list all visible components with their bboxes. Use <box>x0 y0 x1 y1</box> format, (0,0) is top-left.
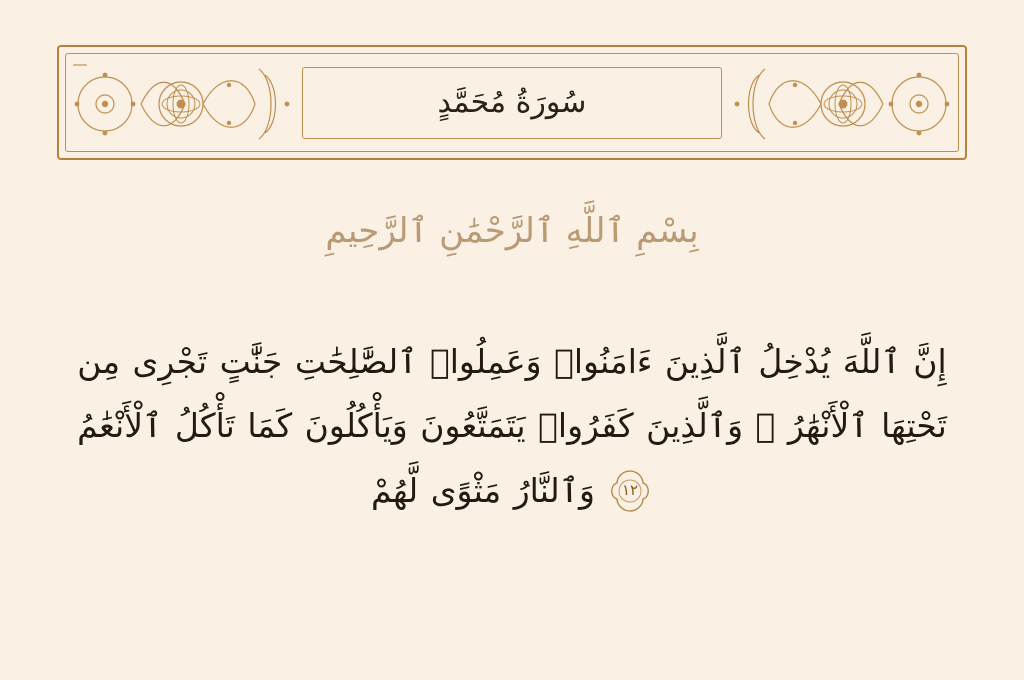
ayah-marker-icon <box>607 468 653 514</box>
verse-line-3: وَٱلنَّارُ مَثْوًى لَّهُمْ <box>371 470 595 510</box>
verse-line-2: تَحْتِهَا ٱلْأَنْهَٰرُ ۖ وَٱلَّذِينَ كَفَرُوا۟ يَتَمَتَّعُونَ وَيَأْكُلُونَ كَمَا تَأْكُلُ ٱلْأَنْعَٰمُ <box>77 406 947 446</box>
page-title: سُورَةُ مُحَمَّدٍ <box>437 84 587 120</box>
ayah-number: ١٢ <box>621 481 639 500</box>
verse-line-1: إِنَّ ٱللَّهَ يُدْخِلُ ٱلَّذِينَ ءَامَنُوا۟ وَعَمِلُوا۟ ٱلصَّٰلِحَٰتِ جَنَّٰتٍ تَجْرِى مِن <box>77 342 947 381</box>
verse-body <box>60 330 964 523</box>
verse-line-3-row <box>60 459 964 523</box>
surah-header-banner <box>57 45 967 160</box>
basmala-text: بِسْمِ ٱللَّهِ ٱلرَّحْمَٰنِ ٱلرَّحِيمِ <box>325 211 699 251</box>
surah-title-cartouche <box>302 67 722 139</box>
